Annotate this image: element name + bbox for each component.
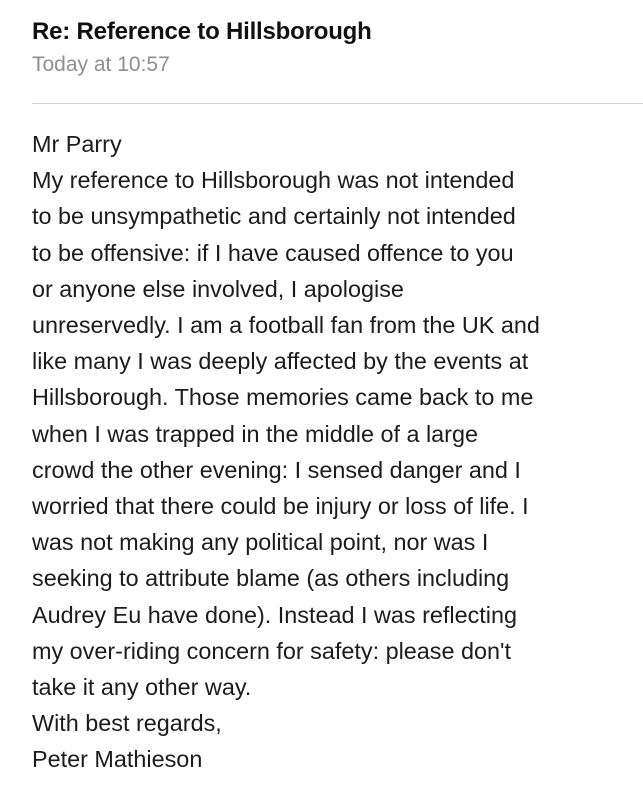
body-line: to be offensive: if I have caused offence to you bbox=[32, 239, 514, 266]
message-signature: Peter Mathieson bbox=[32, 746, 203, 773]
body-line: my over-riding concern for safety: please don't bbox=[32, 637, 512, 664]
message-subject: Re: Reference to Hillsborough bbox=[32, 18, 372, 45]
message-body bbox=[32, 126, 637, 778]
body-line: Audrey Eu have done). Instead I was reflecting bbox=[32, 601, 517, 628]
body-line: was not making any political point, nor was I bbox=[32, 529, 489, 556]
header-divider bbox=[32, 103, 643, 104]
body-line: Hillsborough. Those memories came back to me bbox=[32, 384, 534, 411]
message-timestamp: Today at 10:57 bbox=[32, 53, 170, 76]
message-closing: With best regards, bbox=[32, 710, 222, 737]
body-line: crowd the other evening: I sensed danger and I bbox=[32, 456, 521, 483]
body-line: when I was trapped in the middle of a large bbox=[32, 420, 478, 447]
body-line: like many I was deeply affected by the events at bbox=[32, 348, 529, 375]
body-line: worried that there could be injury or loss of life. I bbox=[32, 493, 529, 520]
body-line: take it any other way. bbox=[32, 674, 252, 701]
body-line: to be unsympathetic and certainly not intended bbox=[32, 203, 516, 230]
body-line: My reference to Hillsborough was not intended bbox=[32, 167, 515, 194]
body-line: seeking to attribute blame (as others including bbox=[32, 565, 510, 592]
body-line: or anyone else involved, I apologise bbox=[32, 275, 404, 302]
body-line: unreservedly. I am a football fan from the UK and bbox=[32, 312, 540, 339]
message-header bbox=[32, 14, 623, 80]
message-greeting: Mr Parry bbox=[32, 131, 122, 157]
